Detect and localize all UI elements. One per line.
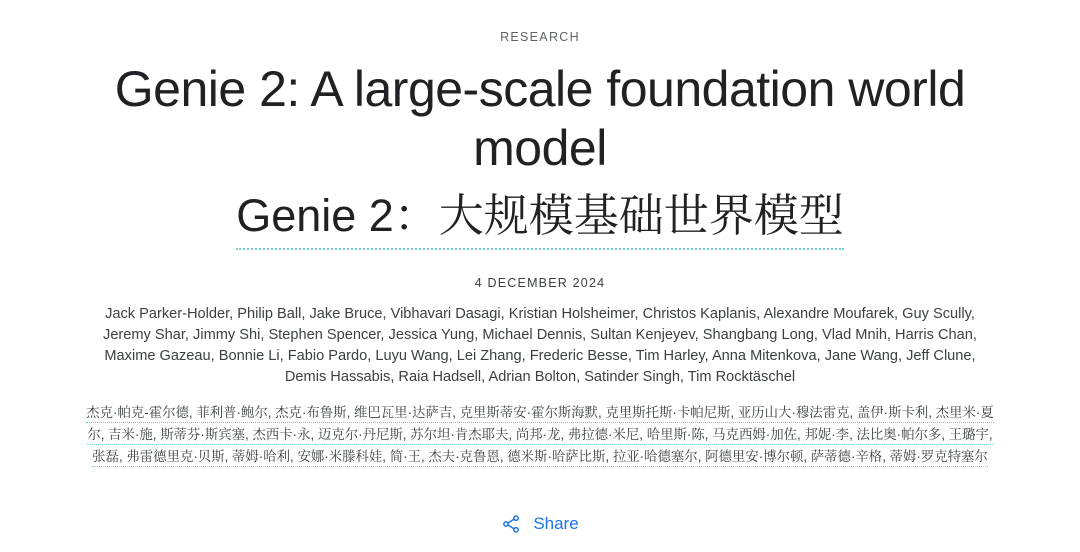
- author-list-translated-wrap: [82, 402, 998, 468]
- page-title: Genie 2: A large-scale foundation world model: [114, 61, 966, 176]
- page-title-translated-wrap: [236, 188, 844, 250]
- share-button[interactable]: [495, 510, 584, 538]
- share-label: Share: [533, 514, 579, 533]
- author-list: Jack Parker-Holder, Philip Ball, Jake Bruce, Vibhavari Dasagi, Kristian Holsheimer, Christos Kaplanis, Alexandre Moufarek, Guy Scully, Jeremy Shar, Jimmy Shi, Stephen Spencer, Jessica Yung, Michael Dennis, Sultan Kenjeyev, Shangbang Long, Vlad Mnih, Harris Chan, Maxime Gazeau, Bonnie Li, Fabio Pardo, Luyu Wang, Lei Zhang, Frederic Besse, Tim Harley, Anna Mitenkova, Jane Wang, Jeff Clune, Demis Hassabis, Raia Hadsell, Adrian Bolton, Satinder Singh, Tim Rocktäschel: [103, 306, 977, 386]
- publication-date: 4 DECEMBER 2024: [474, 276, 606, 291]
- author-list-translated: 杰克·帕克-霍尔德, 菲利普·鲍尔, 杰克·布鲁斯, 维巴瓦里·达萨吉, 克里斯蒂安·霍尔斯海默, 克里斯托斯·卡帕尼斯, 亚历山大·穆法雷克, 盖伊·斯卡利, 杰里米·夏尔, 吉米·施, 斯蒂芬·斯宾塞, 杰西卡·永, 迈克尔·丹尼斯, 苏尔坦·肯杰耶夫, 尚邦·龙, 弗拉德·米尼, 哈里斯·陈, 马克西姆·加佐, 邦妮·李, 法比奥·帕尔多, 王璐宇, 张磊, 弗雷德里克·贝斯, 蒂姆·哈利, 安娜·米滕科娃, 简·王, 杰夫·克鲁恩, 德米斯·哈萨比斯, 拉亚·哈德塞尔, 阿德里安·博尔顿, 萨蒂德·辛格, 蒂姆·罗克特塞尔: [86, 405, 994, 467]
- article-category: RESEARCH: [500, 30, 580, 44]
- share-icon: [501, 514, 521, 534]
- page-title-translated: Genie 2：大规模基础世界模型: [236, 188, 844, 250]
- share-row: [0, 510, 1080, 538]
